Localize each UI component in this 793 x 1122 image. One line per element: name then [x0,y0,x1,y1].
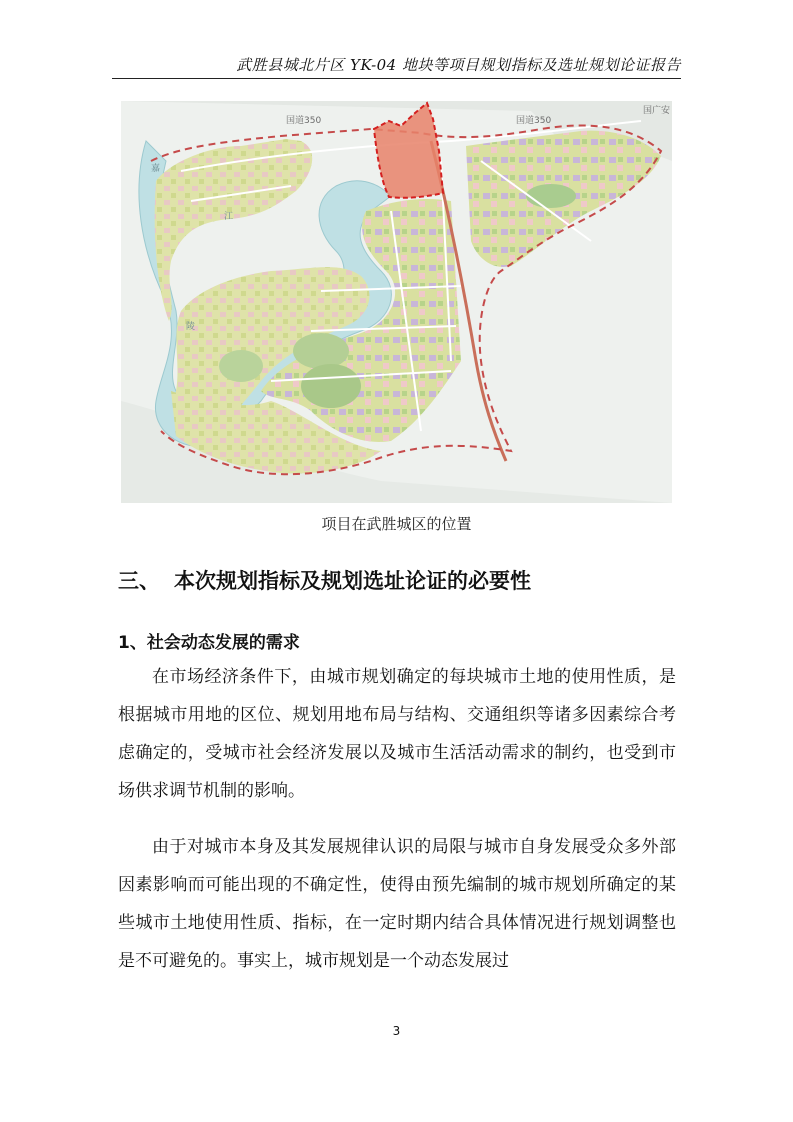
section-title-text: 本次规划指标及规划选址论证的必要性 [174,569,531,593]
body-paragraph-2: 由于对城市本身及其发展规律认识的局限与城市自身发展受众多外部因素影响而可能出现的不确定性，使得由预先编制的城市规划所确定的某些城市土地使用性质、指标，在一定时期内结合具体情况进行规划调整也是不可避免的。事实上，城市规划是一个动态发展过 [118,837,676,971]
header-title: 武胜县城北片区 YK-04 地块等项目规划指标及选址规划论证报告 [236,56,681,74]
map-label-river-2: 江 [224,212,234,222]
map-label-river-1: 嘉 [151,164,161,174]
location-map [121,101,672,503]
section-number: 三、 [118,569,160,593]
figure-caption: 项目在武胜城区的位置 [321,515,472,533]
page-header [112,52,681,79]
body-paragraph-1: 在市场经济条件下，由城市规划确定的每块城市土地的使用性质，是根据城市用地的区位、规划用地布局与结构、交通组织等诸多因素综合考虑确定的，受城市社会经济发展以及城市生活活动需求的制约，也受到市场供求调节机制的影响。 [118,667,676,801]
section-heading [118,565,531,595]
subsection-heading: 1、社会动态发展的需求 [118,633,300,653]
map-label-corner: 国广安 [643,106,671,116]
page-number: 3 [392,1024,401,1038]
map-label-road-northeast: 国道350 [516,116,552,126]
map-label-river-3: 陵 [186,322,196,332]
map-label-road-north: 国道350 [286,116,322,126]
